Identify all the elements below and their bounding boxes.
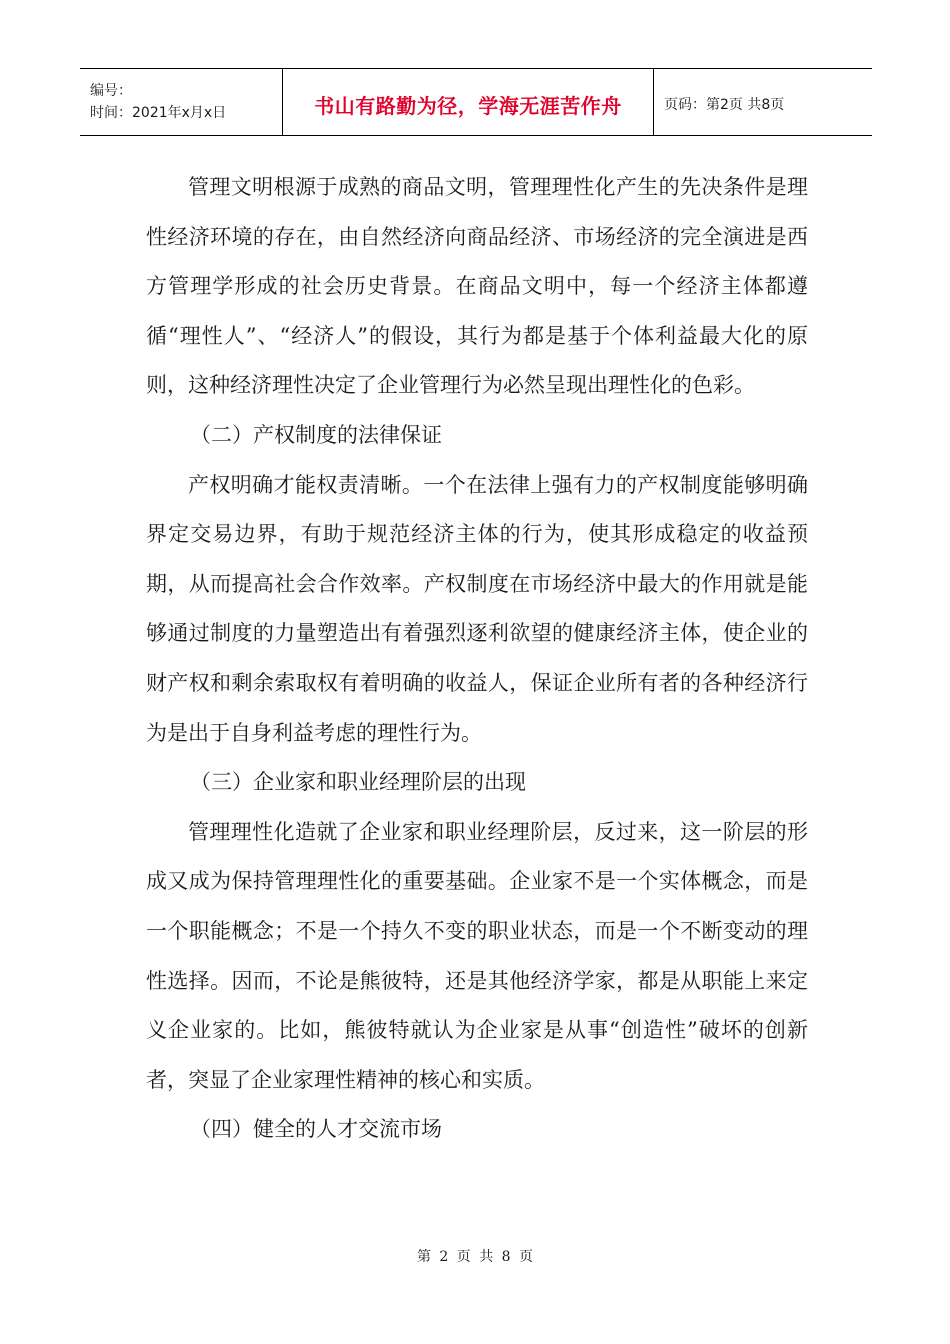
body-paragraph: 管理理性化造就了企业家和职业经理阶层，反过来，这一阶层的形成又成为保持管理理性化的重要基础。企业家不是一个实体概念，而是一个职能概念；不是一个持久不变的职业状态，而是一个不断变动的理性选择。因而，不论是熊彼特，还是其他经济学家，都是从职能上来定义企业家的。比如，熊彼特就认为企业家是从事“创造性”破坏的创新者，突显了企业家理性精神的核心和实质。 — [146, 819, 808, 1092]
header-slogan: 书山有路勤为径，学海无涯苦作舟 — [314, 93, 622, 118]
document-body — [146, 163, 808, 1155]
section-heading: （三）企业家和职业经理阶层的出现 — [190, 770, 526, 795]
header-info-cell — [80, 69, 283, 136]
header-page-cell — [654, 69, 873, 136]
body-paragraph: 产权明确才能权责清晰。一个在法律上强有力的产权制度能够明确界定交易边界，有助于规范经济主体的行为，使其形成稳定的收益预期，从而提高社会合作效率。产权制度在市场经济中最大的作用就是能够通过制度的力量塑造出有着强烈逐利欲望的健康经济主体，使企业的财产权和剩余索取权有着明确的收益人，保证企业所有者的各种经济行为是出于自身利益考虑的理性行为。 — [146, 472, 808, 745]
header-table — [80, 68, 872, 136]
section-heading: （四）健全的人才交流市场 — [190, 1117, 442, 1142]
body-paragraph: 管理文明根源于成熟的商品文明，管理理性化产生的先决条件是理性经济环境的存在，由自然经济向商品经济、市场经济的完全演进是西方管理学形成的社会历史背景。在商品文明中，每一个经济主体都遵循“理性人”、“经济人”的假设，其行为都是基于个体利益最大化的原则，这种经济理性决定了企业管理行为必然呈现出理性化的色彩。 — [146, 175, 808, 398]
section-heading: （二）产权制度的法律保证 — [190, 422, 442, 447]
document-time-label: 时间：2021年x月x日 — [90, 105, 227, 121]
header-page-label: 页码：第2页 共8页 — [664, 97, 785, 113]
page-footer: 第 2 页 共 8 页 — [416, 1249, 534, 1265]
document-number-label: 编号： — [90, 83, 132, 99]
header-slogan-cell — [283, 69, 654, 136]
